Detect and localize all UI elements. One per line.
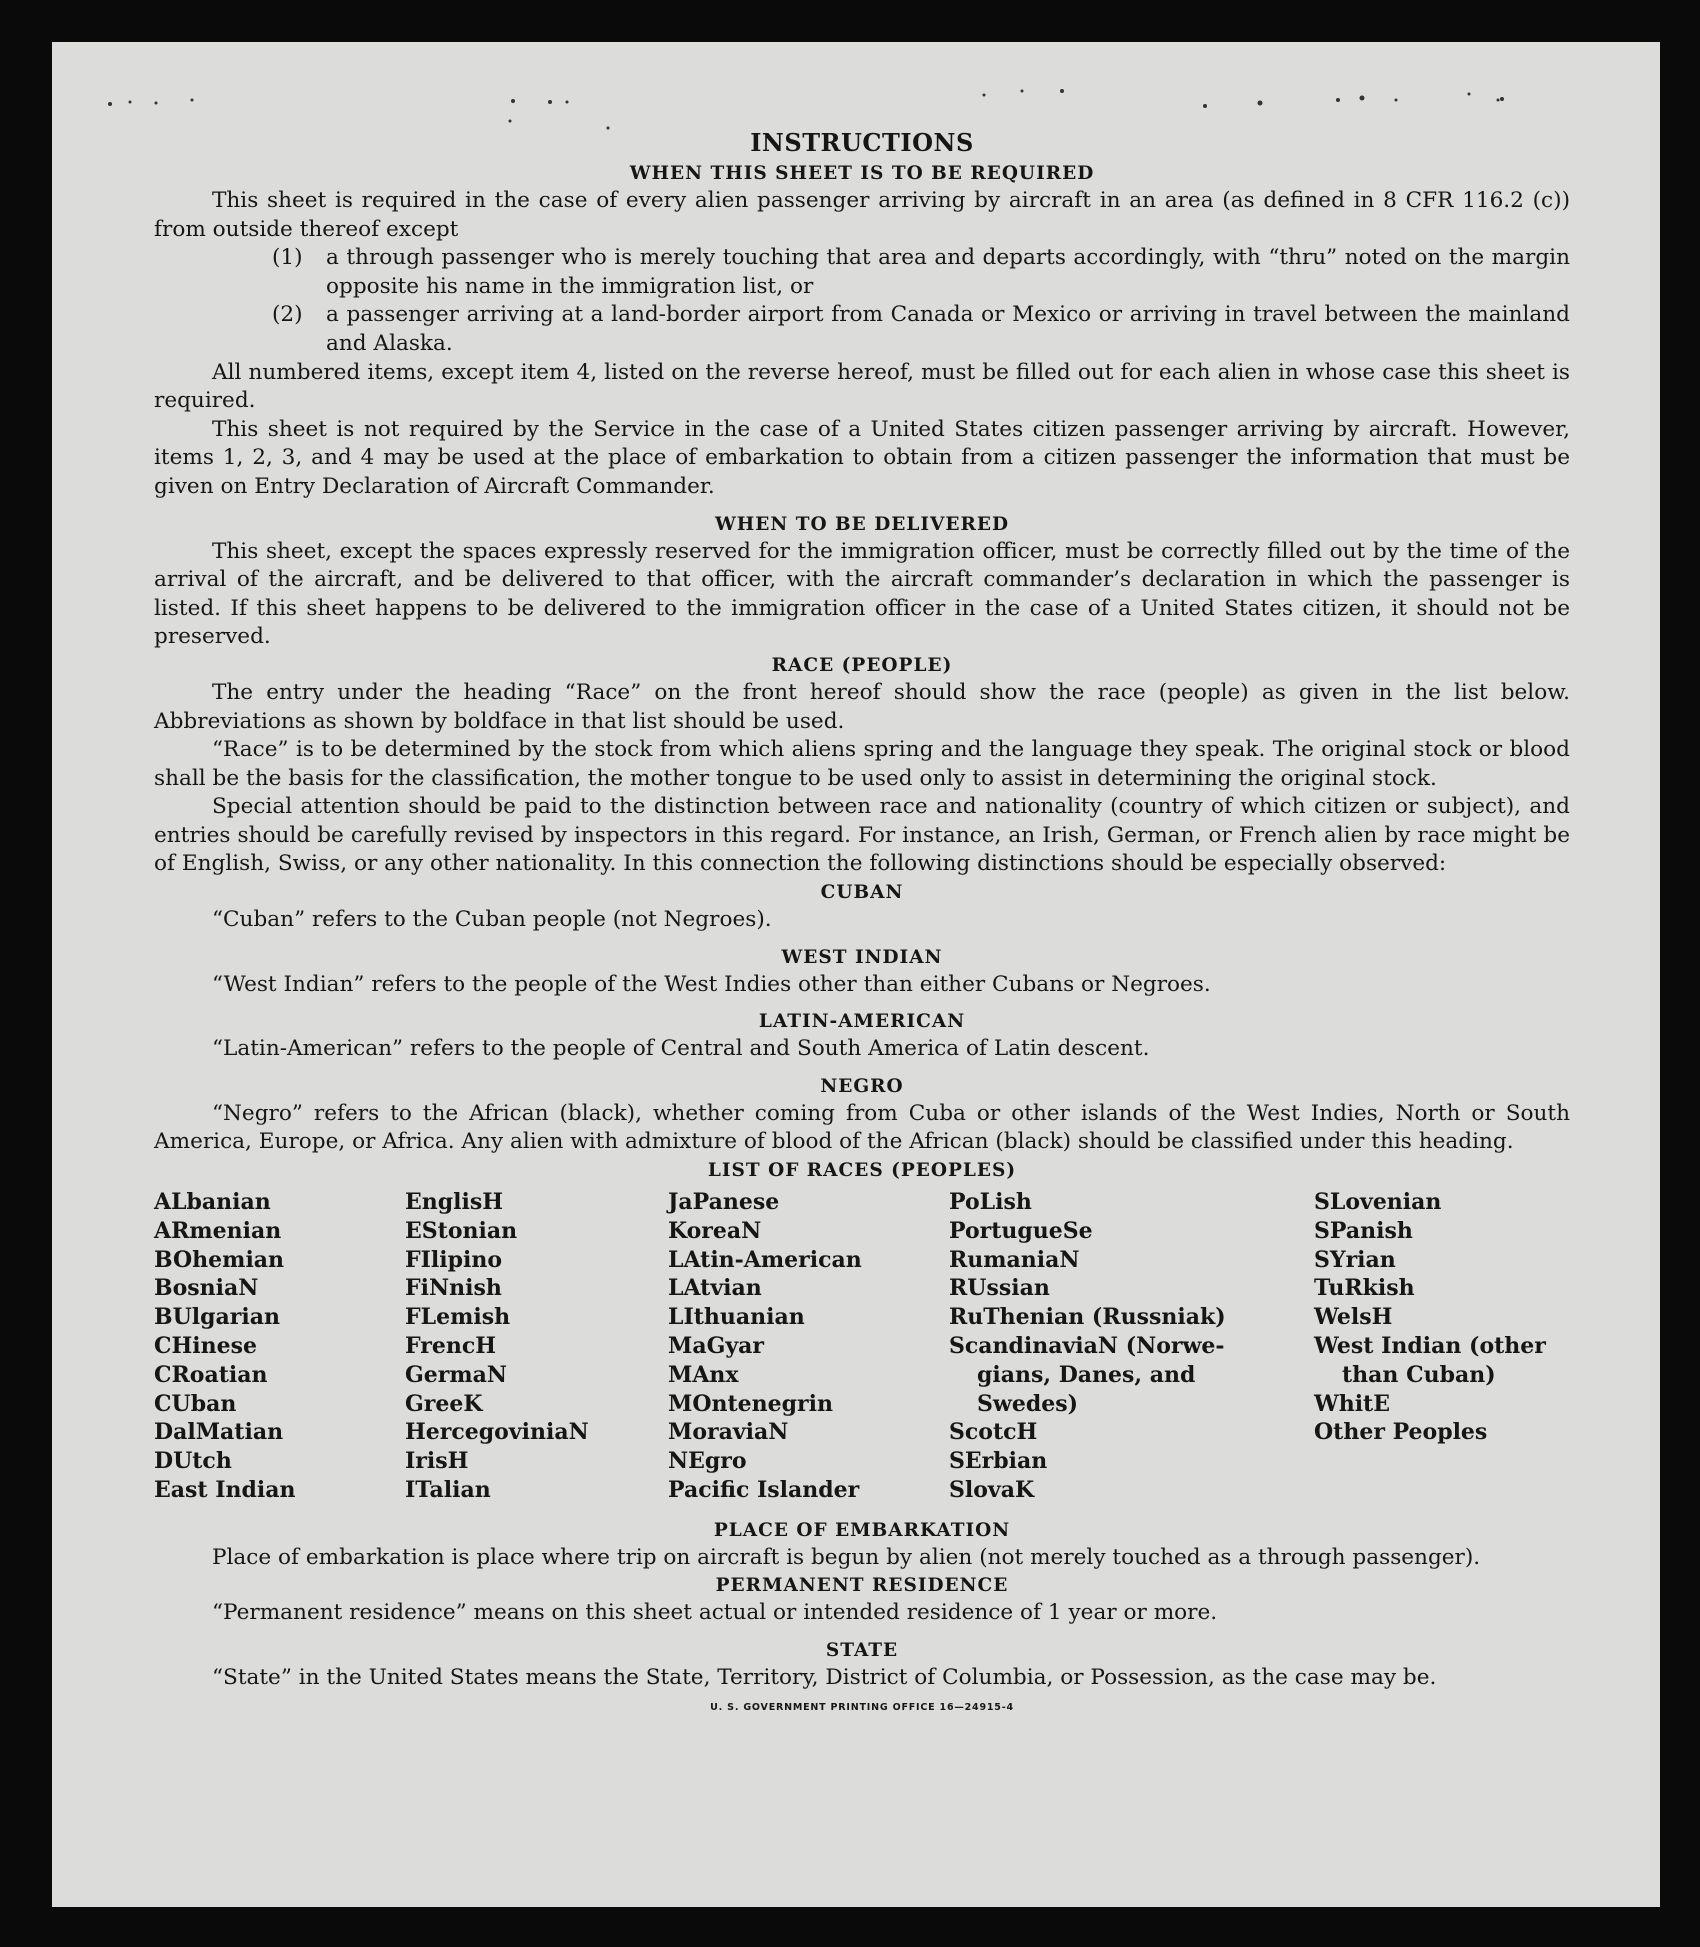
item-number: (2) xyxy=(272,302,303,328)
document-sheet xyxy=(52,42,1660,1907)
race-entry: than Cuban) xyxy=(1342,1361,1496,1388)
race-entry: RuThenian (Russniak) xyxy=(949,1304,1226,1331)
item-text: a passenger arriving at a land-border airport from Canada or Mexico or arriving in travel between the mainland and Alaska. xyxy=(326,302,1570,356)
printer-imprint: U. S. GOVERNMENT PRINTING OFFICE 16—24915-4 xyxy=(710,1701,1014,1713)
race-entry: NEgro xyxy=(668,1448,747,1475)
heading-permanent-residence: PERMANENT RESIDENCE xyxy=(715,1575,1009,1597)
race-entry: LAtvian xyxy=(668,1275,762,1302)
paragraph: “Latin-American” refers to the people of Central and South America of Latin descent. xyxy=(212,1036,1150,1062)
race-entry: Swedes) xyxy=(977,1390,1078,1417)
paragraph: All numbered items, except item 4, listed on the reverse hereof, must be filled out for each alien in whose case this sheet is required. xyxy=(154,359,1570,414)
races-column xyxy=(668,1188,949,1505)
race-entry: SErbian xyxy=(949,1448,1048,1475)
race-entry: JaPanese xyxy=(668,1189,780,1216)
race-entry: RumaniaN xyxy=(949,1246,1080,1273)
paragraph: “State” in the United States means the State, Territory, District of Columbia, or Possession, as the case may be. xyxy=(212,1664,1437,1690)
race-entry: WhitE xyxy=(1314,1390,1390,1417)
paragraph: “Race” is to be determined by the stock from which aliens spring and the language they speak. The original stock or blood shall be the basis for the classification, the mother tongue to be used only to assist in determining the original stock. xyxy=(154,737,1570,791)
race-entry: TuRkish xyxy=(1314,1275,1415,1302)
race-entry: ScotcH xyxy=(949,1419,1038,1446)
race-entry: SYrian xyxy=(1314,1246,1396,1273)
item-text: a through passenger who is merely touching that area and departs accordingly, with “thru” noted on the margin opposite his name in the immigration list, or xyxy=(326,245,1570,299)
race-entry: CUban xyxy=(154,1390,237,1417)
heading-when-delivered: WHEN TO BE DELIVERED xyxy=(715,513,1009,535)
race-entry: IrisH xyxy=(405,1448,469,1475)
race-entry: SPanish xyxy=(1314,1217,1413,1244)
race-entry: MoraviaN xyxy=(668,1419,789,1446)
race-entry: LIthuanian xyxy=(668,1304,805,1331)
heading-cuban: CUBAN xyxy=(820,882,904,904)
heading-place-of-embarkation: PLACE OF EMBARKATION xyxy=(713,1519,1011,1541)
races-column xyxy=(1314,1188,1570,1505)
race-entry: FiNnish xyxy=(405,1275,502,1302)
race-entry: GermaN xyxy=(405,1361,508,1388)
race-entry: SlovaK xyxy=(949,1477,1035,1503)
race-entry: FrencH xyxy=(405,1333,496,1360)
heading-list-of-races: LIST OF RACES (PEOPLES) xyxy=(707,1160,1017,1182)
race-entry: BosniaN xyxy=(154,1275,259,1302)
race-entry: HercegoviniaN xyxy=(405,1419,589,1446)
paragraph: Place of embarkation is place where trip on aircraft is begun by alien (not merely touched as a through passenger). xyxy=(212,1544,1481,1570)
race-entry: DUtch xyxy=(154,1448,232,1475)
race-entry: CHinese xyxy=(154,1333,258,1360)
race-entry: East Indian xyxy=(154,1477,296,1503)
races-column xyxy=(154,1188,405,1505)
races-column xyxy=(405,1188,668,1505)
instructions-content xyxy=(154,128,1570,1715)
race-entry: BOhemian xyxy=(154,1246,285,1273)
race-entry: PoLish xyxy=(949,1189,1032,1216)
heading-state: STATE xyxy=(825,1639,899,1661)
race-entry: ARmenian xyxy=(154,1217,282,1244)
races-list xyxy=(154,1188,1570,1505)
race-entry: FLemish xyxy=(405,1304,511,1331)
race-entry: LAtin-American xyxy=(668,1246,862,1273)
race-entry: MOntenegrin xyxy=(668,1390,833,1417)
race-entry: ScandinaviaN (Norwe- xyxy=(949,1333,1225,1360)
race-entry: KoreaN xyxy=(668,1217,762,1244)
paragraph: “West Indian” refers to the people of the West Indies other than either Cubans or Negroes. xyxy=(212,971,1211,997)
race-entry: Pacific Islander xyxy=(668,1477,860,1503)
paragraph: “Cuban” refers to the Cuban people (not Negroes). xyxy=(212,907,772,933)
race-entry: MAnx xyxy=(668,1361,739,1388)
race-entry: DalMatian xyxy=(154,1419,284,1446)
race-entry: ALbanian xyxy=(154,1189,271,1216)
races-column xyxy=(949,1188,1314,1505)
race-entry: Other Peoples xyxy=(1314,1419,1488,1446)
race-entry: ITalian xyxy=(405,1477,491,1503)
paragraph: Special attention should be paid to the distinction between race and nationality (country of which citizen or subject), and entries should be carefully revised by inspectors in this regard. For instance, an Irish, German, or French alien by race might be of English, Swiss, or any other nationality. In this connection the following distinctions should be especially observed: xyxy=(154,794,1570,877)
heading-when-required: WHEN THIS SHEET IS TO BE REQUIRED xyxy=(629,163,1095,184)
race-entry: EnglisH xyxy=(405,1189,504,1216)
paragraph: This sheet, except the spaces expressly reserved for the immigration officer, must be correctly filled out by the time of the arrival of the aircraft, and be delivered to that officer, with the aircraft commander’s declaration in which the passenger is listed. If this sheet happens to be delivered to the immigration officer in the case of a United States citizen, it should not be preserved. xyxy=(154,538,1570,650)
paragraph: “Permanent residence” means on this sheet actual or intended residence of 1 year or more. xyxy=(212,1600,1218,1626)
race-entry: BUlgarian xyxy=(154,1304,280,1331)
heading-west-indian: WEST INDIAN xyxy=(781,946,943,968)
race-entry: WelsH xyxy=(1314,1304,1393,1331)
race-entry: MaGyar xyxy=(668,1333,765,1360)
race-entry: CRoatian xyxy=(154,1361,268,1388)
race-entry: SLovenian xyxy=(1314,1189,1442,1216)
paragraph: This sheet is not required by the Service in the case of a United States citizen passenger arriving by aircraft. However, items 1, 2, 3, and 4 may be used at the place of embarkation to obtain from a citizen passenger the information that must be given on Entry Declaration of Aircraft Commander. xyxy=(154,416,1570,499)
item-number: (1) xyxy=(272,245,303,271)
page-title: INSTRUCTIONS xyxy=(750,128,974,157)
list-item xyxy=(154,301,1570,358)
race-entry: West Indian (other xyxy=(1314,1333,1546,1360)
race-entry: EStonian xyxy=(405,1217,518,1244)
race-entry: GreeK xyxy=(405,1390,483,1417)
heading-race: RACE (PEOPLE) xyxy=(771,654,953,676)
paragraph: The entry under the heading “Race” on the front hereof should show the race (people) as given in the list below. Abbreviations as shown by boldface in that list should be used. xyxy=(154,679,1570,734)
heading-negro: NEGRO xyxy=(820,1075,904,1097)
race-entry: PortugueSe xyxy=(949,1217,1093,1244)
scan-specks xyxy=(52,42,1660,142)
paragraph: This sheet is required in the case of every alien passenger arriving by aircraft in an area (as defined in 8 CFR 116.2 (c)) from outside thereof except xyxy=(154,188,1570,242)
race-entry: RUssian xyxy=(949,1275,1050,1302)
race-entry: gians, Danes, and xyxy=(977,1361,1196,1388)
list-item xyxy=(154,244,1570,301)
paragraph: “Negro” refers to the African (black), whether coming from Cuba or other islands of the West Indies, North or South America, Europe, or Africa. Any alien with admixture of blood of the African (black) should be classified under this heading. xyxy=(154,1100,1570,1155)
race-entry: FIlipino xyxy=(405,1246,503,1273)
heading-latin-american: LATIN-AMERICAN xyxy=(758,1011,966,1033)
